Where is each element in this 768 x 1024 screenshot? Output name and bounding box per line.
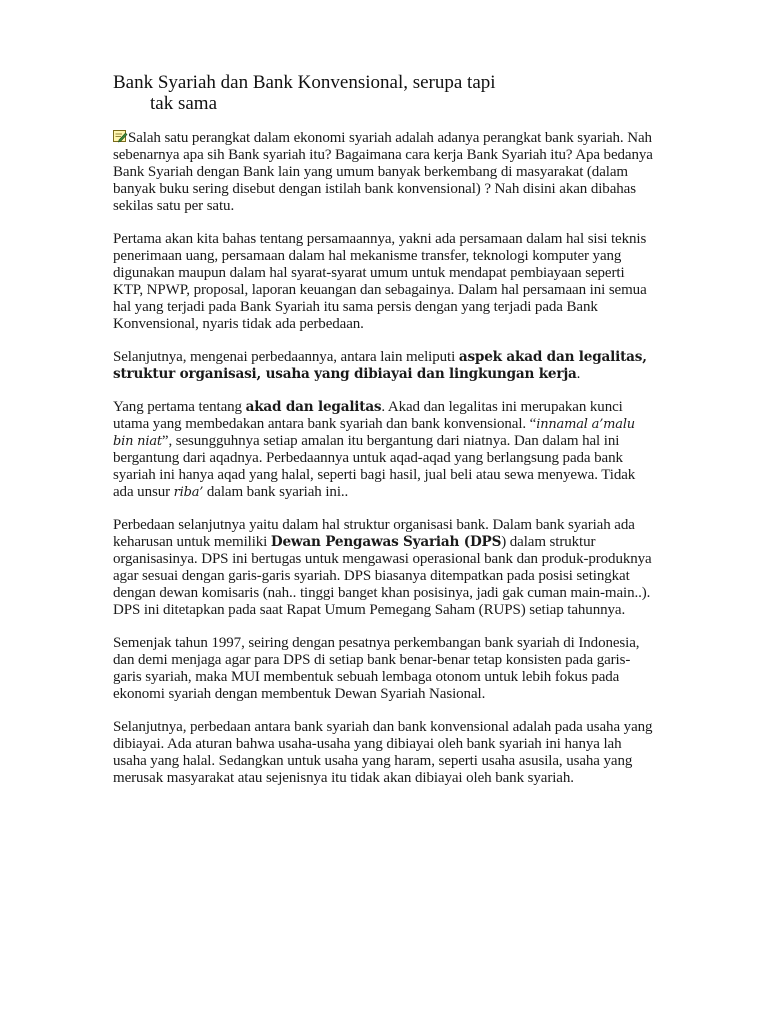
paragraph bbox=[113, 349, 658, 383]
document-body bbox=[113, 130, 658, 787]
paragraph-text: Yang pertama tentang bbox=[113, 399, 246, 415]
paragraph-text: Salah satu perangkat dalam ekonomi syariah adalah adanya perangkat bank syariah. Nah sebenarnya apa sih Bank syariah itu? Bagaimana cara kerja Bank Syariah itu? Apa bedanya Bank Syariah dengan Bank lain yang umum banyak berkembang di masyarakat (dalam banyak buku sering disebut dengan istilah bank konvensional) ? Nah disini akan dibahas sekilas satu per satu. bbox=[113, 130, 653, 214]
paragraph-text: ) dalam struktur organisasinya. DPS ini bertugas untuk mengawasi operasional bank dan produk-produknya agar sesuai dengan garis-garis syariah. DPS biasanya ditempatkan pada posisi setingkat dengan dewan komisaris (nah.. tinggi banget khan posisinya, jadi gak cuman main-main..). DPS ini ditetapkan pada saat Rapat Umum Pemegang Saham (RUPS) setiap tahunnya. bbox=[113, 534, 652, 618]
paragraph bbox=[113, 635, 658, 703]
document-title-line-1: Bank Syariah dan Bank Konvensional, serupa tapi bbox=[113, 72, 496, 93]
document-page bbox=[113, 72, 658, 803]
bold-text: Dewan Pengawas Syariah (DPS bbox=[270, 534, 502, 550]
paragraph-text: . bbox=[576, 366, 581, 382]
paragraph bbox=[113, 719, 658, 787]
document-title-line-2: tak sama bbox=[150, 93, 218, 114]
paragraph bbox=[113, 517, 658, 619]
paragraph bbox=[113, 399, 658, 501]
bold-text: akad dan legalitas bbox=[245, 399, 382, 415]
document-title bbox=[113, 72, 658, 114]
paragraph-text: Selanjutnya, perbedaan antara bank syariah dan bank konvensional adalah pada usaha yang dibiayai. Ada aturan bahwa usaha-usaha yang dibiayai oleh bank syariah ini hanya lah usaha yang halal. Sedangkan untuk usaha yang haram, seperti usaha asusila, usaha yang merusak masyarakat atau sejenisnya itu tidak akan dibiayai oleh bank syariah. bbox=[113, 719, 653, 786]
paragraph-text: Selanjutnya, mengenai perbedaannya, antara lain meliputi bbox=[113, 349, 459, 365]
paragraph-text: Semenjak tahun 1997, seiring dengan pesatnya perkembangan bank syariah di Indonesia, dan demi menjaga agar para DPS di setiap bank benar-benar tetap konsisten pada garis-garis syariah, maka MUI membentuk sebuah lembaga otonom untuk lebih fokus pada ekonomi syariah dengan membentuk Dewan Syariah Nasional. bbox=[113, 635, 640, 702]
bold-text: aspek akad dan legalitas, struktur organisasi, usaha yang dibiayai dan lingkungan kerja bbox=[113, 349, 647, 382]
paragraph-text: ”, sesungguhnya setiap amalan itu bergantung dari niatnya. Dan dalam hal ini bergantung dari aqadnya. Perbedaannya untuk aqad-aqad yang berlangsung pada bank syariah ini hanya aqad yang halal, seperti bagi hasil, jual beli atau sewa menyewa. Tidak ada unsur bbox=[113, 433, 636, 500]
paragraph bbox=[113, 231, 658, 333]
paragraph-text: Pertama akan kita bahas tentang persamaannya, yakni ada persamaan dalam hal sisi teknis penerimaan uang, persamaan dalam hal mekanisme transfer, teknologi komputer yang digunakan maupun dalam hal syarat-syarat umum untuk mendapat pembiayaan seperti KTP, NPWP, proposal, laporan keuangan dan sebagainya. Dalam hal persamaan ini semua hal yang terjadi pada Bank Syariah itu sama persis dengan yang terjadi pada Bank Konvensional, nyaris tidak ada perbedaan. bbox=[113, 231, 647, 332]
paragraph-text: . Akad dan legalitas ini merupakan kunci utama yang membedakan antara bank syariah dan bank konvensional. “ bbox=[113, 399, 623, 432]
italic-text: riba’ bbox=[173, 485, 204, 500]
paragraph-text: dalam bank syariah ini.. bbox=[203, 484, 349, 500]
paragraph bbox=[113, 130, 658, 215]
note-pencil-icon bbox=[113, 130, 128, 143]
italic-text: innamal a’malu bin niat bbox=[113, 417, 635, 449]
paragraph-text: Perbedaan selanjutnya yaitu dalam hal struktur organisasi bank. Dalam bank syariah ada keharusan untuk memiliki bbox=[113, 517, 635, 550]
